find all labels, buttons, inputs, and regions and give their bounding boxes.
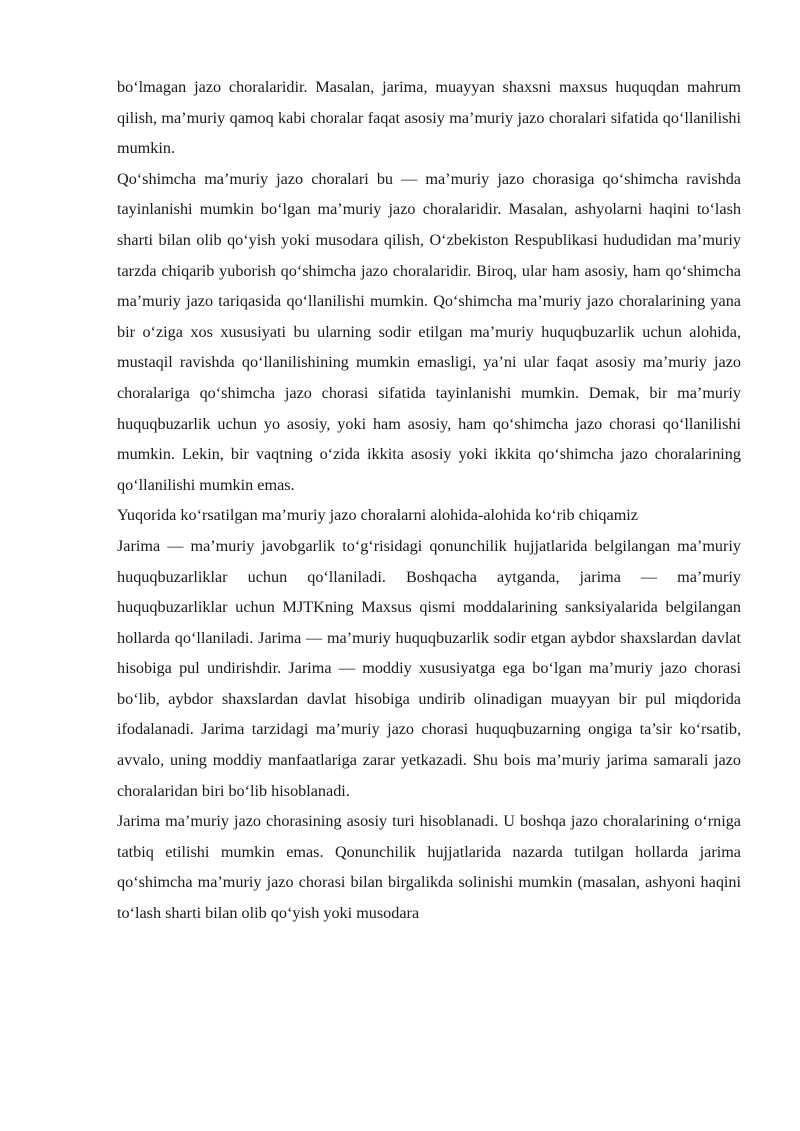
paragraph: Yuqorida ko‘rsatilgan ma’muriy jazo choralarni alohida-alohida ko‘rib chiqamiz — [117, 506, 638, 525]
paragraph: bo‘lmagan jazo choralaridir. Masalan, jarima, muayyan shaxsni maxsus huquqdan mahrum qilish, ma’muriy qamoq kabi choralar faqat asosiy ma’muriy jazo choralari sifatida qo‘llanilishi mumkin. — [117, 78, 741, 158]
document-page — [117, 72, 741, 929]
paragraph: Jarima — ma’muriy javobgarlik to‘g‘risidagi qonunchilik hujjatlarida belgilangan ma’muriy huquqbuzarliklar uchun qo‘llaniladi. Boshqacha aytganda, jarima — ma’muriy huquqbuzarliklar uchun MJTKning Maxsus qismi moddalarining sanksiyalarida belgilangan hollarda qo‘llaniladi. Jarima — ma’muriy huquqbuzarlik sodir etgan aybdor shaxslardan davlat hisobiga pul undirishdir. Jarima — moddiy xususiyatga ega bo‘lgan ma’muriy jazo chorasi bo‘lib, aybdor shaxslardan davlat hisobiga undirib olinadigan muayyan bir pul miqdorida ifodalanadi. Jarima tarzidagi ma’muriy jazo chorasi huquqbuzarning ongiga ta’sir ko‘rsatib, avvalo, uning moddiy manfaatlariga zarar yetkazadi. Shu bois ma’muriy jarima samarali jazo choralaridan biri bo‘lib hisoblanadi. — [117, 536, 741, 800]
paragraph: Qo‘shimcha ma’muriy jazo choralari bu — ma’muriy jazo chorasiga qo‘shimcha ravishda tayinlanishi mumkin bo‘lgan ma’muriy jazo choralaridir. Masalan, ashyolarni haqini to‘lash sharti bilan olib qo‘yish yoki musodara qilish, O‘zbekiston Respublikasi hududidan ma’muriy tarzda chiqarib yuborish qo‘shimcha jazo choralaridir. Biroq, ular ham asosiy, ham qo‘shimcha ma’muriy jazo tariqasida qo‘llanilishi mumkin. Qo‘shimcha ma’muriy jazo choralarining yana bir o‘ziga xos xususiyati bu ularning sodir etilgan ma’muriy huquqbuzarlik uchun alohida, mustaqil ravishda qo‘llanilishining mumkin emasligi, ya’ni ular faqat asosiy ma’muriy jazo choralariga qo‘shimcha jazo chorasi sifatida tayinlanishi mumkin. Demak, bir ma’muriy huquqbuzarlik uchun yo asosiy, yoki ham asosiy, ham qo‘shimcha jazo chorasi qo‘llanilishi mumkin. Lekin, bir vaqtning o‘zida ikkita asosiy yoki ikkita qo‘shimcha jazo choralarining qo‘llanilishi mumkin emas. — [117, 169, 741, 494]
paragraph: Jarima ma’muriy jazo chorasining asosiy turi hisoblanadi. U boshqa jazo choralarining o‘rniga tatbiq etilishi mumkin emas. Qonunchilik hujjatlarida nazarda tutilgan hollarda jarima qo‘shimcha ma’muriy jazo chorasi bilan birgalikda solinishi mumkin (masalan, ashyoni haqini to‘lash sharti bilan olib qo‘yish yoki musodara — [117, 812, 741, 923]
